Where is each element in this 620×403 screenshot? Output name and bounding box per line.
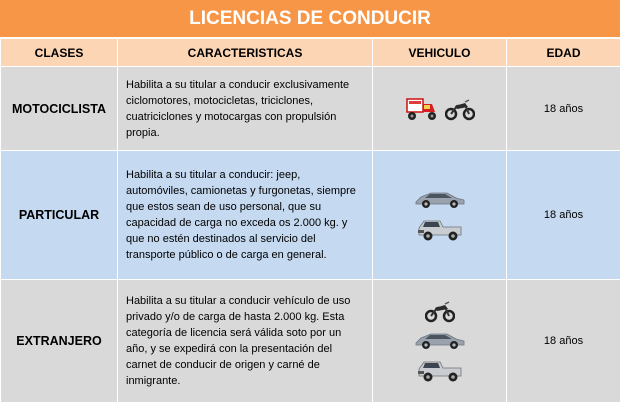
clase-cell: MOTOCICLISTA bbox=[1, 67, 118, 151]
clase-cell: EXTRANJERO bbox=[1, 280, 118, 403]
pickup-truck-icon bbox=[416, 216, 464, 242]
edad-cell: 18 años bbox=[507, 280, 620, 403]
sedan-car-icon bbox=[413, 329, 467, 351]
motorcycle-icon bbox=[445, 97, 475, 121]
header-clases: CLASES bbox=[1, 39, 118, 67]
license-table bbox=[0, 38, 620, 403]
motocarga-icon bbox=[405, 95, 439, 123]
table-row bbox=[1, 280, 620, 403]
table-header-row bbox=[1, 39, 620, 67]
pickup-truck-icon bbox=[416, 357, 464, 383]
edad-cell: 18 años bbox=[507, 67, 620, 151]
description-cell: Habilita a su titular a conducir: jeep, automóviles, camionetas y furgonetas, siempre que estos sean de uso personal, que su capacidad de carga no exceda os 2.000 kg. y que no estén destinados al servicio del transporte público o de carga en general. bbox=[118, 151, 373, 280]
page-title: LICENCIAS DE CONDUCIR bbox=[0, 0, 620, 38]
header-vehiculo: VEHICULO bbox=[373, 39, 507, 67]
vehicle-cell bbox=[373, 151, 507, 280]
vehicle-cell bbox=[373, 67, 507, 151]
edad-cell: 18 años bbox=[507, 151, 620, 280]
clase-cell: PARTICULAR bbox=[1, 151, 118, 280]
table-row bbox=[1, 67, 620, 151]
sedan-car-icon bbox=[413, 188, 467, 210]
header-edad: EDAD bbox=[507, 39, 620, 67]
description-cell: Habilita a su titular a conducir exclusivamente ciclomotores, motocicletas, triciclones, cuatriciclones y motocargas con propulsión propia. bbox=[118, 67, 373, 151]
vehicle-cell bbox=[373, 280, 507, 403]
table-row bbox=[1, 151, 620, 280]
description-cell: Habilita a su titular a conducir vehículo de uso privado y/o de carga de hasta 2.000 kg. Esta categoría de licencia será válida soto por un año, y se expedirá con la presentación del carnet de conducir de origen y carné de inmigrante. bbox=[118, 280, 373, 403]
header-caracteristicas: CARACTERISTICAS bbox=[118, 39, 373, 67]
motorcycle-icon bbox=[425, 299, 455, 323]
